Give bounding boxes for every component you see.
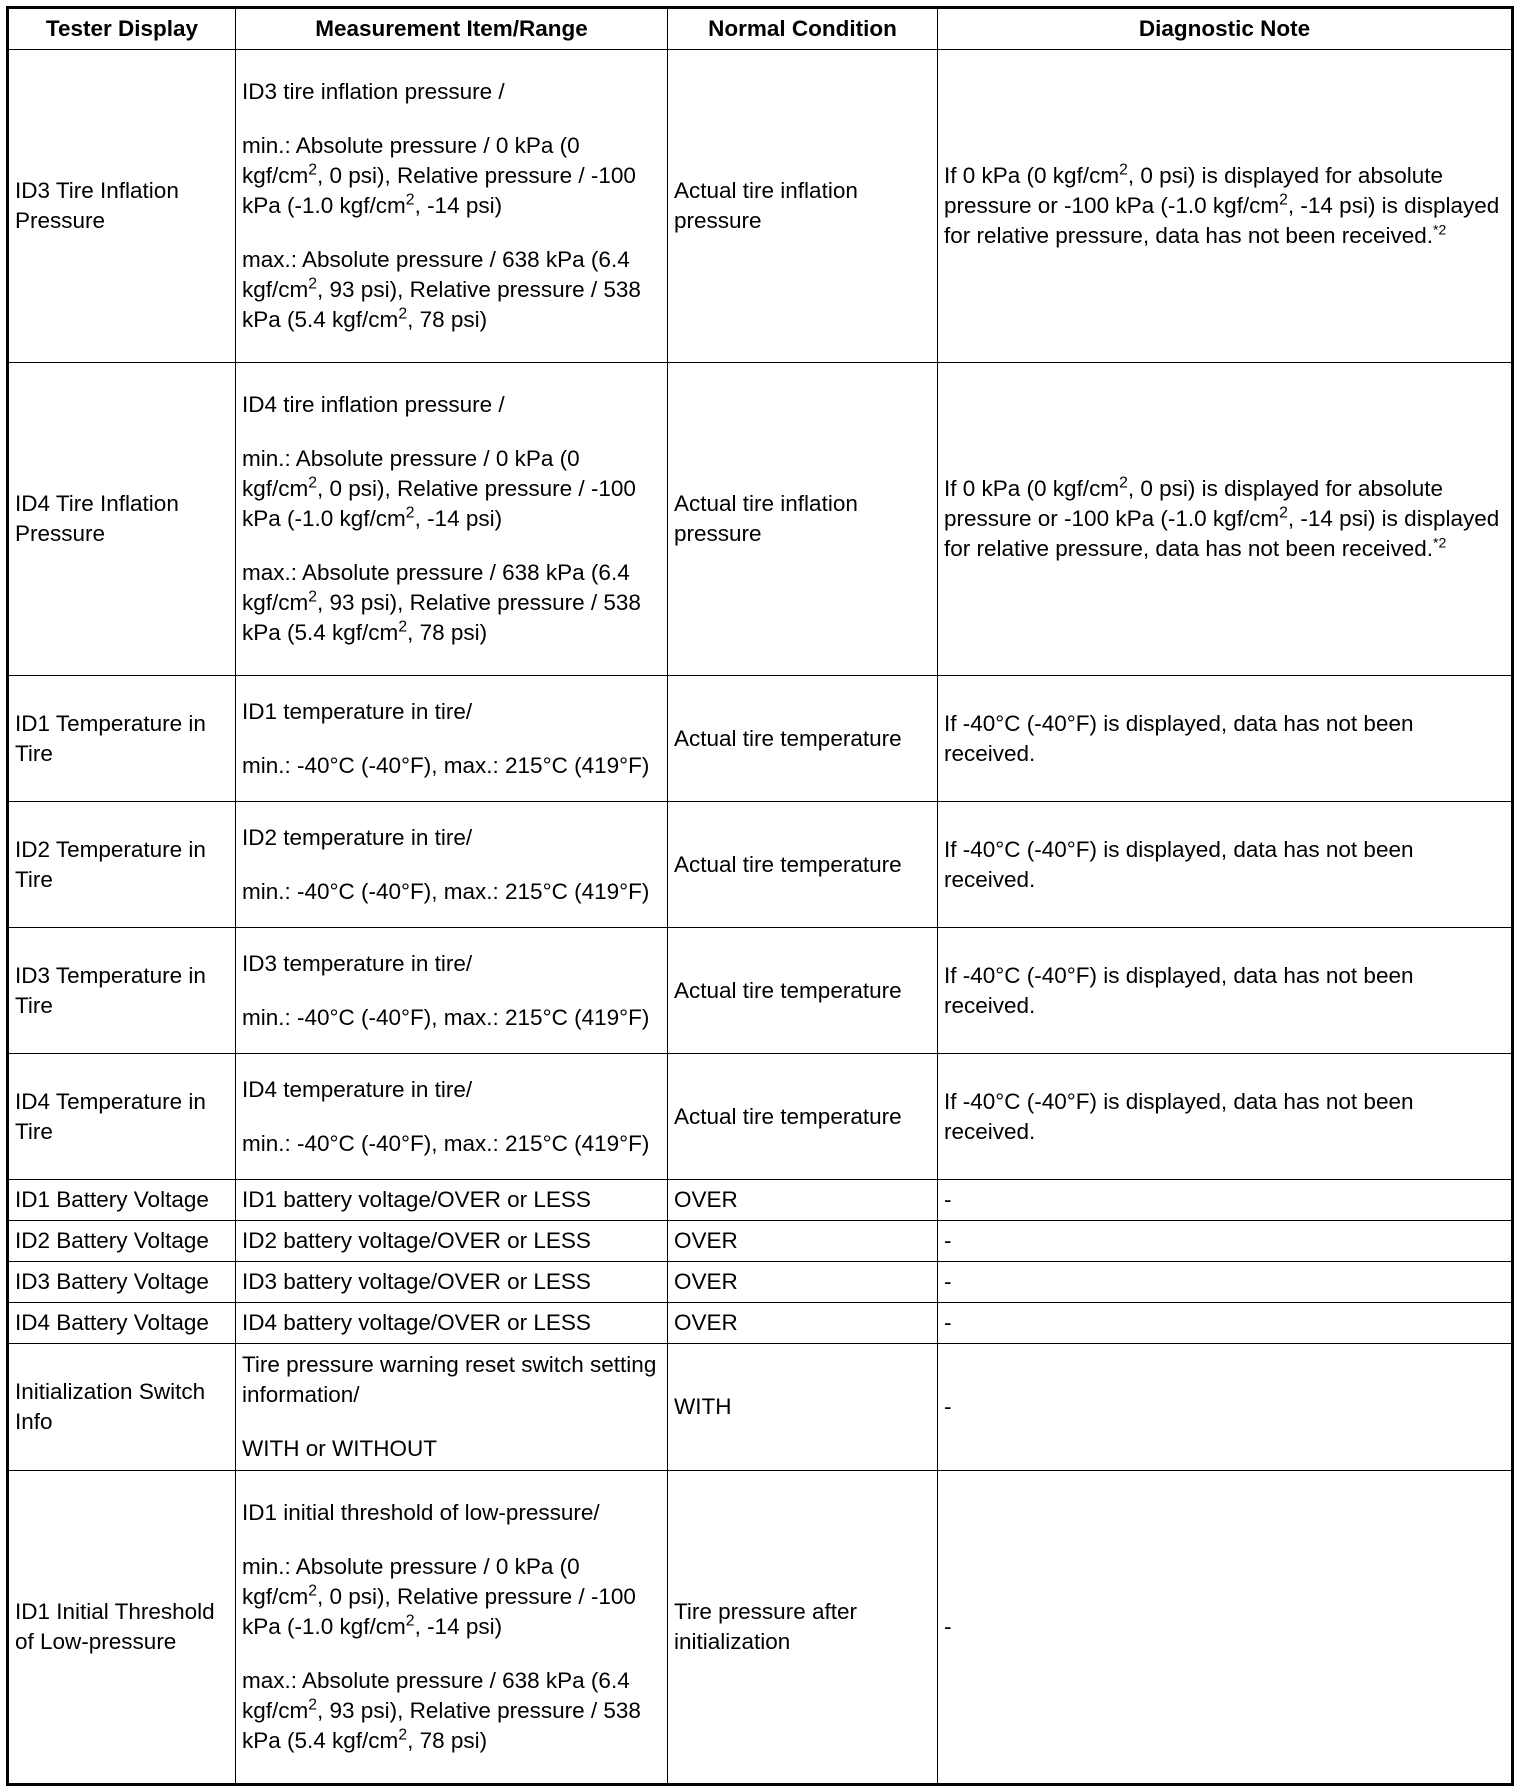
range-title: ID2 temperature in tire/ [242, 824, 473, 850]
range-detail: min.: -40°C (-40°F), max.: 215°C (419°F) [242, 1004, 650, 1030]
header-row [8, 8, 1513, 50]
range-title: ID1 initial threshold of low-pressure/ [242, 1500, 600, 1525]
table-row [8, 50, 1513, 363]
table-row [8, 676, 1513, 802]
table-row [8, 1180, 1513, 1221]
tester-display-cell: Initialization Switch Info [8, 1344, 236, 1471]
document-page [6, 6, 1514, 1786]
range-max: max.: Absolute pressure / 638 kPa (6.4 kgf/$cm^2$, 93 psi), Relative pressure / 538 kPa (5.4 kgf/$cm^2$, 78 psi) [242, 1668, 641, 1753]
measurement-range-cell [236, 1471, 668, 1785]
tester-display-cell: ID1 Battery Voltage [8, 1180, 236, 1221]
range-min: min.: Absolute pressure / 0 kPa (0 kgf/$cm^2$, 0 psi), Relative pressure / -100 kPa (-1.0 kgf/$cm^2$, -14 psi) [242, 446, 636, 531]
normal-condition-cell: OVER [668, 1221, 938, 1262]
measurement-range-cell [236, 676, 668, 802]
tester-display-cell: ID4 Temperature in Tire [8, 1054, 236, 1180]
table-row [8, 1344, 1513, 1471]
range-title: ID4 tire inflation pressure / [242, 392, 505, 417]
tester-display-cell: ID2 Temperature in Tire [8, 802, 236, 928]
range-min: min.: Absolute pressure / 0 kPa (0 kgf/$cm^2$, 0 psi), Relative pressure / -100 kPa (-1.0 kgf/$cm^2$, -14 psi) [242, 133, 636, 218]
diagnostic-note-cell: - [938, 1221, 1513, 1262]
data-list-table [6, 6, 1514, 1786]
normal-condition-cell: Actual tire temperature [668, 802, 938, 928]
range-title: ID1 temperature in tire/ [242, 698, 473, 724]
range-detail: min.: -40°C (-40°F), max.: 215°C (419°F) [242, 752, 650, 778]
measurement-range-cell: ID1 battery voltage/OVER or LESS [236, 1180, 668, 1221]
diagnostic-note-cell: - [938, 1344, 1513, 1471]
range-detail: min.: -40°C (-40°F), max.: 215°C (419°F) [242, 1130, 650, 1156]
range-title: Tire pressure warning reset switch setting information/ [242, 1352, 657, 1407]
measurement-range-cell [236, 928, 668, 1054]
diagnostic-note-cell: If -40°C (-40°F) is displayed, data has not been received. [938, 676, 1513, 802]
diagnostic-note-cell: - [938, 1471, 1513, 1785]
range-min: min.: Absolute pressure / 0 kPa (0 kgf/$cm^2$, 0 psi), Relative pressure / -100 kPa (-1.0 kgf/$cm^2$, -14 psi) [242, 1554, 636, 1639]
footnote-marker: *2 [1433, 534, 1447, 551]
range-detail: min.: -40°C (-40°F), max.: 215°C (419°F) [242, 878, 650, 904]
tester-display-cell: ID3 Temperature in Tire [8, 928, 236, 1054]
measurement-range-cell [236, 363, 668, 676]
header-diagnostic-note: Diagnostic Note [938, 8, 1513, 50]
table-row [8, 1262, 1513, 1303]
range-max: max.: Absolute pressure / 638 kPa (6.4 kgf/$cm^2$, 93 psi), Relative pressure / 538 kPa (5.4 kgf/$cm^2$, 78 psi) [242, 247, 641, 332]
table-row [8, 1054, 1513, 1180]
diagnostic-note-cell: - [938, 1303, 1513, 1344]
range-max: max.: Absolute pressure / 638 kPa (6.4 kgf/$cm^2$, 93 psi), Relative pressure / 538 kPa (5.4 kgf/$cm^2$, 78 psi) [242, 560, 641, 645]
diagnostic-note-cell: - [938, 1262, 1513, 1303]
tester-display-cell: ID4 Battery Voltage [8, 1303, 236, 1344]
measurement-range-cell [236, 1344, 668, 1471]
diagnostic-note-cell: If 0 kPa (0 kgf/$cm^2$, 0 psi) is displayed for absolute pressure or -100 kPa (-1.0 kgf/$cm^2$, -14 psi) is displayed for relative pressure, data has not been received.$^{*2}$ [938, 50, 1513, 363]
table-row [8, 363, 1513, 676]
normal-condition-cell: WITH [668, 1344, 938, 1471]
header-normal-condition: Normal Condition [668, 8, 938, 50]
measurement-range-cell: ID2 battery voltage/OVER or LESS [236, 1221, 668, 1262]
normal-condition-cell: Actual tire inflation pressure [668, 363, 938, 676]
diagnostic-note-cell: If -40°C (-40°F) is displayed, data has not been received. [938, 1054, 1513, 1180]
header-tester-display: Tester Display [8, 8, 236, 50]
diagnostic-note-cell: - [938, 1180, 1513, 1221]
table-row [8, 1471, 1513, 1785]
normal-condition-cell: Actual tire temperature [668, 928, 938, 1054]
table-row [8, 802, 1513, 928]
tester-display-cell: ID1 Initial Threshold of Low-pressure [8, 1471, 236, 1785]
range-detail: WITH or WITHOUT [242, 1436, 437, 1461]
range-title: ID3 temperature in tire/ [242, 950, 473, 976]
normal-condition-cell: OVER [668, 1262, 938, 1303]
measurement-range-cell: ID3 battery voltage/OVER or LESS [236, 1262, 668, 1303]
range-title: ID3 tire inflation pressure / [242, 79, 505, 104]
tester-display-cell: ID2 Battery Voltage [8, 1221, 236, 1262]
diagnostic-note-cell: If 0 kPa (0 kgf/$cm^2$, 0 psi) is displayed for absolute pressure or -100 kPa (-1.0 kgf/$cm^2$, -14 psi) is displayed for relative pressure, data has not been received.$^{*2}$ [938, 363, 1513, 676]
measurement-range-cell [236, 802, 668, 928]
normal-condition-cell: Tire pressure after initialization [668, 1471, 938, 1785]
measurement-range-cell [236, 1054, 668, 1180]
tester-display-cell: ID3 Battery Voltage [8, 1262, 236, 1303]
range-title: ID4 temperature in tire/ [242, 1076, 473, 1102]
footnote-marker: *2 [1433, 221, 1447, 238]
normal-condition-cell: Actual tire inflation pressure [668, 50, 938, 363]
table-row [8, 1221, 1513, 1262]
diagnostic-note-cell: If -40°C (-40°F) is displayed, data has not been received. [938, 802, 1513, 928]
header-measurement-item: Measurement Item/Range [236, 8, 668, 50]
measurement-range-cell [236, 50, 668, 363]
tester-display-cell: ID4 Tire Inflation Pressure [8, 363, 236, 676]
normal-condition-cell: Actual tire temperature [668, 1054, 938, 1180]
normal-condition-cell: Actual tire temperature [668, 676, 938, 802]
tester-display-cell: ID1 Temperature in Tire [8, 676, 236, 802]
tester-display-cell: ID3 Tire Inflation Pressure [8, 50, 236, 363]
diagnostic-note-cell: If -40°C (-40°F) is displayed, data has not been received. [938, 928, 1513, 1054]
table-row [8, 928, 1513, 1054]
normal-condition-cell: OVER [668, 1180, 938, 1221]
normal-condition-cell: OVER [668, 1303, 938, 1344]
table-row [8, 1303, 1513, 1344]
measurement-range-cell: ID4 battery voltage/OVER or LESS [236, 1303, 668, 1344]
